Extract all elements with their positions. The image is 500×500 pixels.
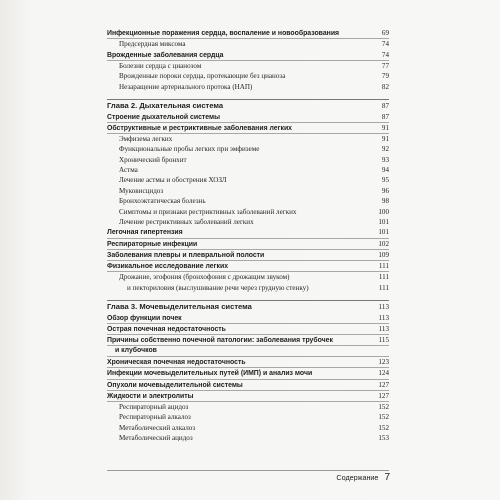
toc-entry-page: 123 [378,358,389,367]
toc-entry-page: 95 [381,176,389,185]
toc-entry-sub [107,39,389,49]
toc-entry-page: 115 [378,335,389,344]
toc-entry-title: Глава 3. Мочевыделительная система [107,301,252,311]
toc-entry-sub [107,155,389,165]
page-number: 7 [384,471,390,483]
toc-entry-chapter [107,99,389,112]
toc-entry-sec [107,261,389,272]
toc-entry-title: Респираторный алкалоз [119,413,191,422]
toc-entry-page: 94 [381,166,389,175]
toc-entry-page: 79 [381,72,389,81]
toc-entry-page: 127 [378,380,389,389]
toc-entry-sec [107,357,389,368]
toc-entry-title: Хронический бронхит [119,155,187,164]
toc-entry-sub [107,165,389,175]
toc-entry-title: Эмфизема легких [119,134,173,143]
toc-entry-sub [107,186,389,196]
toc-entry-sec [107,368,389,379]
toc-entry-page: 69 [381,29,389,37]
toc-entry-sub [107,217,389,227]
toc-entry-title: и клубочков [115,347,157,355]
toc-entry-sec [107,239,389,250]
toc-entry-title: Жидкости и электролиты [107,392,194,400]
toc-entry-sub [107,412,389,422]
toc-entry-page: 153 [378,434,389,443]
toc-entry-sub [107,71,389,81]
toc-entry-title: и пекториловия (выслушивание речи через грудную стенку) [127,283,309,292]
toc-entry-page: 77 [381,61,389,70]
toc-entry-sec [107,313,389,324]
toc-entry-title: Обзор функции почек [107,314,182,322]
toc-entry-sec [107,324,389,335]
toc-entry-page: 101 [378,228,389,237]
toc-entry-title: Заболевания плевры и плевральной полости [107,251,265,259]
toc-entry-title: Строение дыхательной системы [107,113,221,121]
toc-entry-page: 82 [381,82,389,91]
toc-entry-page: 96 [381,186,389,195]
toc-entry-page: 109 [378,250,389,259]
toc-entry-sub [107,175,389,185]
toc-entry-sub [107,61,389,71]
toc-entry-sec [107,28,389,39]
toc-entry-title: Симптомы и признаки рестриктивных заболеваний легких [119,207,297,216]
toc-entry-title: Болезни сердца с цианозом [119,61,202,70]
toc-entry-sec [107,250,389,261]
toc-entry-title: Обструктивные и рестриктивные заболевания легких [107,124,293,132]
toc-entry-title: Лечение астмы и обострения ХОЗЛ [119,176,227,185]
toc-entry-page: 113 [378,324,389,333]
toc-entry-sec [107,335,389,346]
toc-entry-sub2 [107,283,389,293]
toc-entry-page: 91 [381,123,389,132]
toc-entry-title: Лечение рестриктивных заболеваний легких [119,218,254,227]
toc-entry-page: 152 [378,423,389,432]
toc-entry-title: Инфекции мочевыделительных путей (ИМП) и анализ мочи [107,370,313,378]
toc-entry-page: 74 [381,40,389,49]
toc-entry-sec [107,227,389,238]
table-of-contents [107,28,389,444]
toc-entry-page: 113 [378,302,389,311]
toc-entry-title: Бронхоэктатическая болезнь [119,197,206,206]
toc-entry-title: Метаболический ацидоз [119,434,193,443]
toc-entry-sec [107,123,389,134]
toc-entry-page: 113 [378,313,389,322]
toc-entry-page: 111 [378,273,389,282]
toc-entry-page: 91 [381,134,389,143]
toc-entry-title: Инфекционные поражения сердца, воспаление и новообразования [107,30,340,37]
toc-entry-title: Функциональные пробы легких при эмфиземе [119,145,260,154]
toc-entry-title: Астма [119,166,138,175]
toc-entry-title: Метаболический алкалоз [119,423,196,432]
toc-entry-page: 87 [381,101,389,110]
toc-entry-title: Муковисцидоз [119,186,164,195]
toc-entry-title: Причины собственно почечной патологии: заболевания трубочек [107,336,333,344]
toc-entry-title: Врожденные пороки сердца, протекающие без цианоза [119,72,286,81]
toc-entry-title: Предсердная миксома [119,40,186,49]
toc-entry-title: Опухоли мочевыделительной системы [107,381,243,389]
toc-entry-page: 127 [378,391,389,400]
toc-entry-page: 92 [381,145,389,154]
toc-entry-sec [107,50,389,61]
toc-entry-chapter [107,300,389,313]
toc-entry-title: Незаращение артериального протока (НАП) [119,82,253,91]
toc-entry-sub [107,423,389,433]
toc-entry-page: 111 [378,261,389,270]
toc-entry-title: Респираторный ацидоз [119,403,189,412]
toc-entry-cont [107,346,389,357]
toc-entry-sub [107,272,389,282]
toc-entry-page: 101 [378,218,389,227]
toc-entry-sub [107,207,389,217]
toc-entry-page: 87 [381,112,389,121]
toc-entry-page: 152 [378,403,389,412]
page-footer [334,471,390,483]
footer-label: Содержание [336,472,379,482]
toc-entry-sub [107,402,389,412]
toc-entry-title: Дрожание, эгофония (бронхофония с дрожащим звуком) [119,273,290,282]
toc-entry-page: 124 [378,369,389,378]
toc-entry-title: Респираторные инфекции [107,240,198,248]
toc-entry-title: Хроническая почечная недостаточность [107,359,246,367]
toc-entry-page: 152 [378,413,389,422]
toc-entry-sec [107,380,389,391]
toc-entry-page: 100 [378,207,389,216]
toc-entry-sub [107,196,389,206]
toc-entry-page: 111 [378,283,389,292]
toc-entry-sub [107,433,389,443]
toc-entry-title: Врожденные заболевания сердца [107,51,224,59]
toc-entry-title: Острая почечная недостаточность [107,325,226,333]
toc-entry-page: 93 [381,155,389,164]
toc-entry-sub [107,144,389,154]
toc-entry-page: 74 [381,50,389,59]
toc-entry-page: 98 [381,197,389,206]
toc-entry-title: Легочная гипертензия [107,229,183,237]
toc-entry-title: Глава 2. Дыхательная система [107,100,224,110]
toc-entry-sec [107,391,389,402]
toc-entry-page: 102 [378,239,389,248]
toc-entry-sub [107,134,389,144]
toc-entry-sec [107,112,389,123]
toc-entry-sub [107,82,389,92]
toc-entry-title: Физикальное исследование легких [107,262,229,270]
